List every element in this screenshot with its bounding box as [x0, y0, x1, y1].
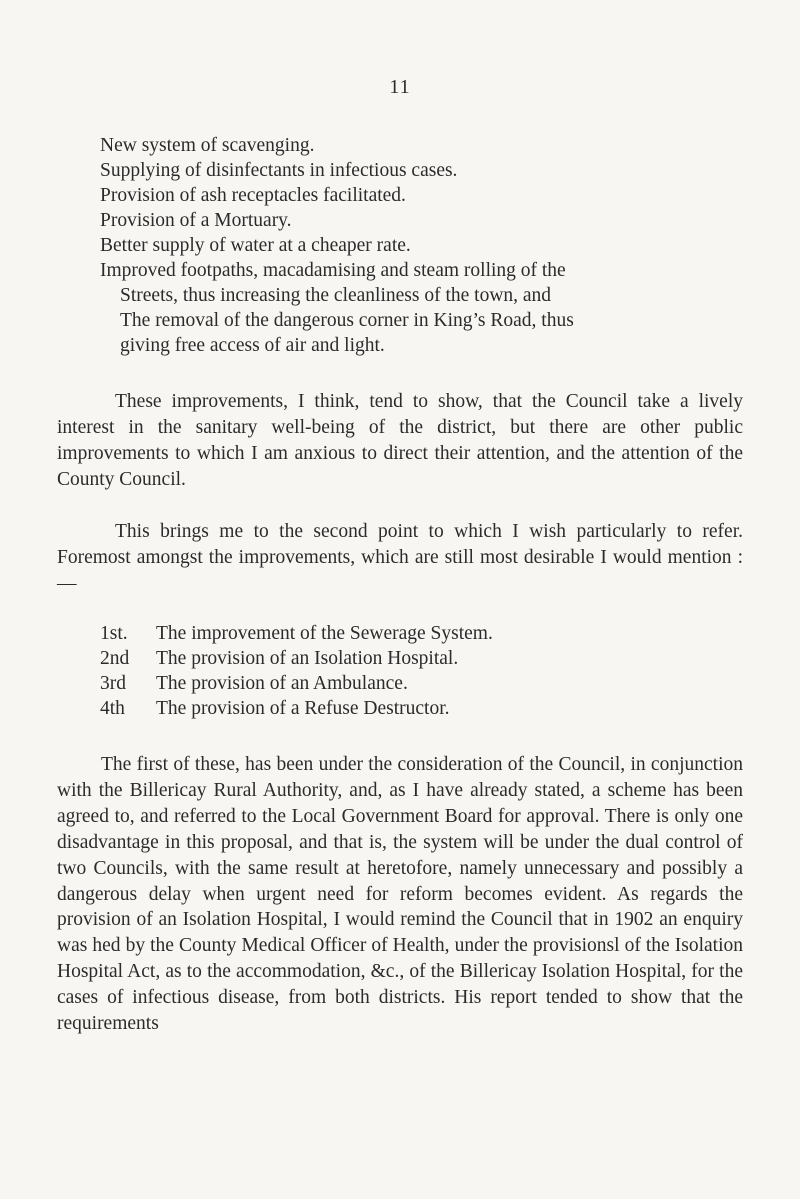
- improvement-item: Improved footpaths, macadamising and steam rolling of the: [100, 260, 566, 281]
- numbered-item: [100, 672, 408, 696]
- numbered-item-text: The improvement of the Sewerage System.: [156, 623, 493, 644]
- improvement-item: Better supply of water at a cheaper rate.: [100, 235, 411, 256]
- paragraph-sewerage-isolation: The first of these, has been under the consideration of the Council, in conjunction with the Billericay Rural Authority, and, as I have already stated, a scheme has been agreed to, and referred to the Local Government Board for approval. There is only one disadvantage in this proposal, and that is, the system will be under the dual control of two Councils, with the same result at heretofore, namely unnecessary and possibly a dangerous delay when urgent need for reform becomes evident. As regards the provision of an Isolation Hospital, I would remind the Council that in 1902 an enquiry was hed by the County Medical Officer of Health, under the provisionsl of the Isolation Hospital Act, as to the accommodation, &c., of the Billericay Isolation Hospital, for the cases of infectious disease, from both districts. His report tended to show that the requirements: [57, 754, 743, 1035]
- numbered-item-number: 3rd: [100, 673, 126, 694]
- numbered-item-text: The provision of an Isolation Hospital.: [156, 648, 459, 669]
- paragraph-second-point: This brings me to the second point to which I wish particularly to refer. Foremost amongst the improvements, which are still most desirable I would mention :—: [57, 521, 743, 594]
- numbered-item: [100, 697, 450, 721]
- numbered-item: [100, 647, 458, 671]
- improvement-item: Supplying of disinfectants in infectious cases.: [100, 160, 458, 181]
- numbered-item-number: 1st.: [100, 623, 128, 644]
- numbered-item-number: 2nd: [100, 648, 130, 669]
- numbered-item-text: The provision of an Ambulance.: [156, 673, 408, 694]
- numbered-item: [100, 622, 493, 646]
- improvement-item: Provision of ash receptacles facilitated.: [100, 185, 406, 206]
- improvement-item: New system of scavenging.: [100, 135, 315, 156]
- paragraph-improvements-interest: These improvements, I think, tend to show, that the Council take a lively interest in the sanitary well-being of the district, but there are other public improvements to which I am anxious to direct their attention, and the attention of the County Council.: [57, 391, 743, 490]
- numbered-item-number: 4th: [100, 698, 125, 719]
- improvement-item: Provision of a Mortuary.: [100, 210, 292, 231]
- improvement-item-continuation: giving free access of air and light.: [120, 335, 385, 356]
- page-number: 11: [389, 76, 411, 98]
- improvement-item-continuation: Streets, thus increasing the cleanliness of the town, and: [120, 285, 552, 306]
- numbered-item-text: The provision of a Refuse Destructor.: [156, 698, 450, 719]
- improvement-item-continuation: The removal of the dangerous corner in King’s Road, thus: [120, 310, 574, 331]
